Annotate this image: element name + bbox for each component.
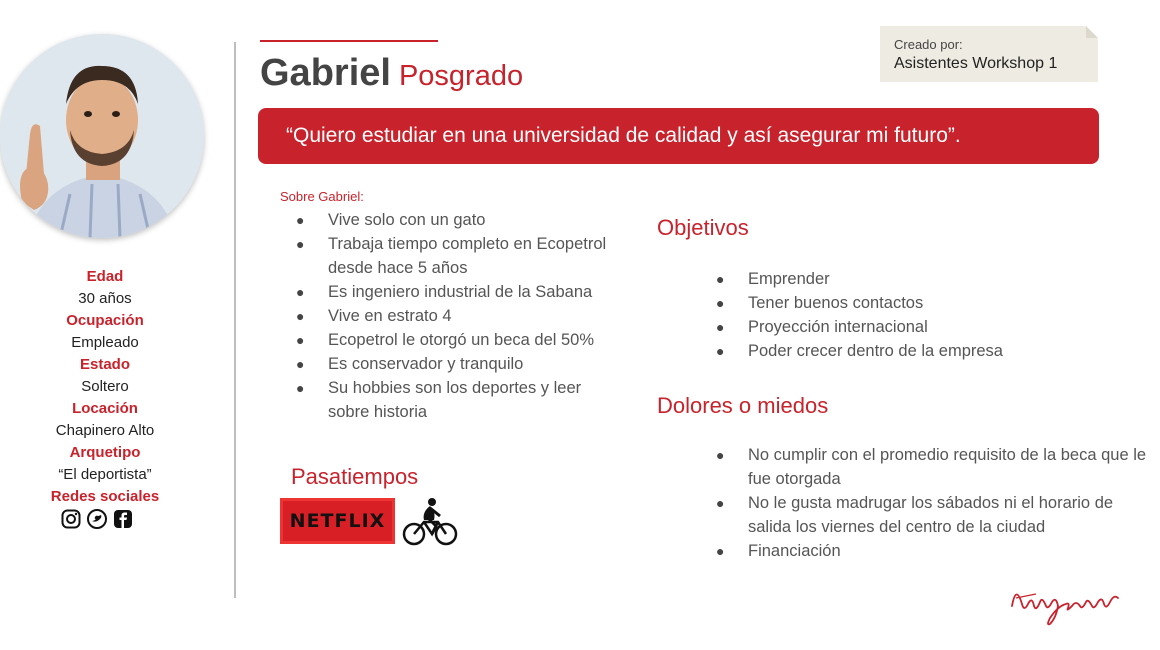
list-item: ● Proyección internacional: [716, 318, 928, 336]
note-fold: [1086, 26, 1098, 38]
archetype-label: Arquetipo: [69, 444, 141, 461]
occupation-value: Empleado: [71, 334, 139, 351]
objectives-title: Objetivos: [657, 215, 749, 240]
list-item: ● Trabaja tiempo completo en Ecopetrol desde hace 5 años: [296, 235, 607, 277]
about-title: Sobre Gabriel:: [280, 189, 364, 204]
list-item: ● Vive en estrato 4: [296, 307, 452, 325]
vertical-divider: [234, 42, 236, 598]
list-item: ● Su hobbies son los deportes y leer sobre historia: [296, 379, 582, 421]
status-label: Estado: [79, 356, 130, 373]
list-item: ● Tener buenos contactos: [716, 294, 924, 312]
about-list-container: [280, 208, 620, 424]
pains-list: [700, 443, 1150, 563]
instagram-icon[interactable]: [60, 508, 82, 530]
persona-quote: “Quiero estudiar en una universidad de calidad y así asegurar mi futuro”.: [258, 108, 1099, 164]
objectives-list: [700, 267, 1120, 363]
persona-photo: [0, 34, 204, 238]
objectives-list-container: [700, 267, 1120, 363]
list-item: ● No le gusta madrugar los sábados ni el horario de salida los viernes del centro de la ciudad: [716, 494, 1114, 536]
profile-info: [0, 266, 210, 508]
location-label: Locación: [72, 400, 138, 417]
persona-name: Gabriel: [260, 52, 391, 94]
twitter-icon[interactable]: [86, 508, 108, 530]
list-item: ● Ecopetrol le otorgó un beca del 50%: [296, 331, 595, 349]
list-item: ● Es conservador y tranquilo: [296, 355, 524, 373]
persona-title: [260, 52, 523, 95]
cycling-icon: [402, 496, 458, 548]
facebook-icon[interactable]: [112, 508, 134, 530]
handwritten-signature: [1006, 576, 1121, 628]
created-by-label: Creado por:: [894, 37, 963, 52]
created-by-note: [880, 26, 1098, 82]
location-value: Chapinero Alto: [55, 422, 155, 439]
occupation-label: Ocupación: [66, 312, 144, 329]
persona-segment: Posgrado: [398, 60, 524, 92]
social-label: Redes sociales: [50, 488, 160, 505]
age-label: Edad: [86, 268, 124, 285]
about-list: [280, 208, 620, 424]
age-value: 30 años: [78, 290, 132, 307]
social-icons: [60, 508, 134, 530]
list-item: ● Es ingeniero industrial de la Sabana: [296, 283, 593, 301]
pains-list-container: [700, 443, 1150, 563]
list-item: ● Emprender: [716, 270, 830, 288]
status-value: Soltero: [81, 378, 129, 395]
header-accent-line: [260, 40, 438, 42]
list-item: ● Financiación: [716, 542, 841, 560]
hobbies-title: Pasatiempos: [291, 464, 419, 489]
list-item: ● Poder crecer dentro de la empresa: [716, 342, 1003, 360]
created-by-value: Asistentes Workshop 1: [894, 55, 1058, 72]
pains-title: Dolores o miedos: [657, 393, 829, 418]
netflix-logo: NETFLIX: [280, 498, 395, 544]
list-item: ● Vive solo con un gato: [296, 211, 486, 229]
list-item: ● No cumplir con el promedio requisito de la beca que le fue otorgada: [716, 446, 1147, 488]
archetype-value: “El deportista”: [58, 466, 152, 483]
